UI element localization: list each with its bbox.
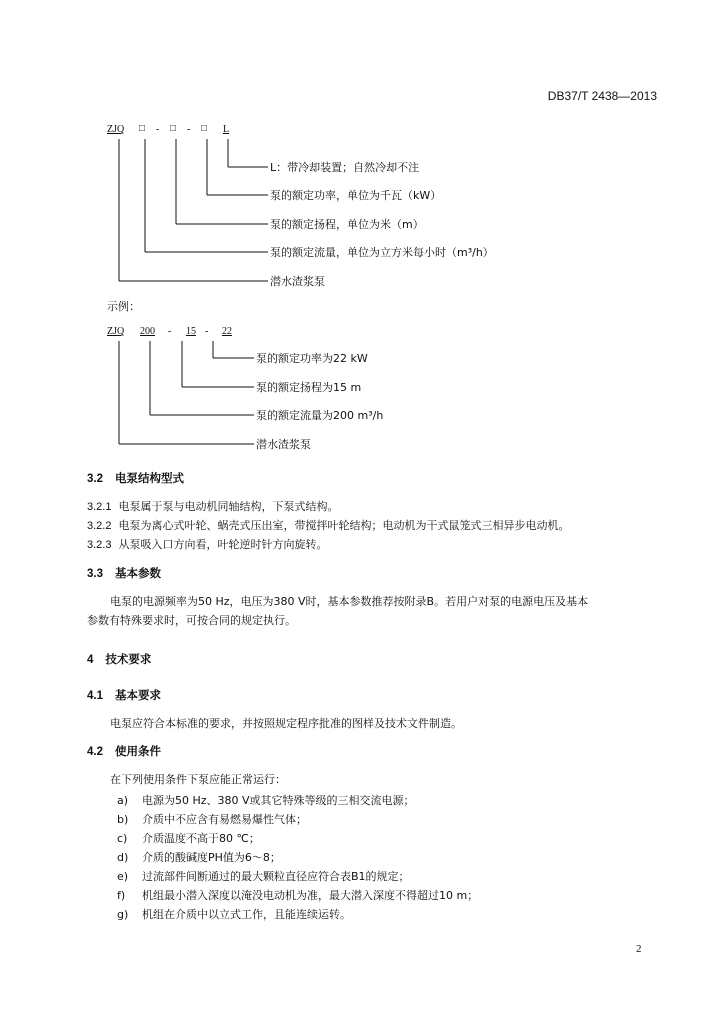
example-label: 泵的额定扬程为15 m	[256, 381, 362, 394]
example-code-head: 15	[186, 326, 196, 337]
clause-3-2-2: 3.2.2 电泵为离心式叶轮、蜗壳式压出室，带搅拌叶轮结构；电动机为干式鼠笼式三相异步电动机。	[87, 519, 570, 532]
diagram-label: L：带冷却装置；自然冷却不注	[270, 161, 420, 174]
list-item: g) 机组在介质中以立式工作，且能连续运转。	[117, 908, 351, 921]
list-item: c) 介质温度不高于80 ℃；	[117, 832, 260, 845]
list-item: b) 介质中不应含有易燃易爆性气体；	[117, 813, 307, 826]
list-item: f) 机组最小潜入深度以淹没电动机为准，最大潜入深度不得超过10 m；	[117, 889, 479, 902]
clause-3-2-3: 3.2.3 从泵吸入口方向看，叶轮逆时针方向旋转。	[87, 538, 328, 551]
example-title: 示例：	[107, 300, 140, 313]
paragraph-4-1: 电泵应符合本标准的要求，并按照规定程序批准的图样及技术文件制造。	[110, 717, 462, 730]
example-code-flow: 200	[140, 326, 155, 337]
diagram-label: 潜水渣浆泵	[270, 275, 325, 288]
model-code-separator: -	[156, 124, 160, 135]
diagram-label: 泵的额定功率，单位为千瓦（kW）	[270, 189, 442, 202]
model-code-box-flow: □	[139, 123, 146, 134]
clause-3-2-1: 3.2.1 电泵属于泵与电动机同轴结构，下泵式结构。	[87, 500, 339, 513]
model-code-box-power: □	[201, 123, 208, 134]
list-item: e) 过流部件间断通过的最大颗粒直径应符合表B1的规定；	[117, 870, 410, 883]
section-heading-3-2: 3.2 电泵结构型式	[87, 471, 185, 485]
example-code-separator: -	[205, 326, 209, 337]
page-number: 2	[636, 943, 642, 955]
paragraph-3-3-line2: 参数有特殊要求时，可按合同的规定执行。	[87, 614, 296, 627]
example-code-prefix: ZJQ	[107, 326, 125, 337]
paragraph-4-2-intro: 在下列使用条件下泵应能正常运行：	[110, 773, 286, 786]
model-code-prefix: ZJQ	[107, 124, 125, 135]
diagram-label: 泵的额定扬程，单位为米（m）	[270, 218, 424, 231]
model-code-separator: -	[187, 124, 191, 135]
example-label: 泵的额定流量为200 m³/h	[256, 409, 384, 422]
model-code-suffix: L	[223, 124, 230, 135]
model-code-box-head: □	[170, 123, 177, 134]
section-heading-3-3: 3.3 基本参数	[87, 566, 162, 580]
example-label: 潜水渣浆泵	[256, 438, 311, 451]
paragraph-3-3-line1: 电泵的电源频率为50 Hz，电压为380 V时，基本参数推荐按附录B。若用户对泵的电源电压及基本	[110, 595, 589, 608]
example-label: 泵的额定功率为22 kW	[256, 352, 368, 365]
example-code-separator: -	[168, 326, 172, 337]
example-code-power: 22	[222, 326, 232, 337]
section-heading-4-1: 4.1 基本要求	[87, 688, 162, 702]
standard-code-header: DB37/T 2438—2013	[547, 89, 657, 103]
diagram-label: 泵的额定流量，单位为立方米每小时（m³/h）	[270, 246, 494, 259]
section-heading-4: 4 技术要求	[87, 652, 152, 666]
section-heading-4-2: 4.2 使用条件	[87, 744, 162, 758]
list-item: d) 介质的酸碱度PH值为6～8；	[117, 851, 281, 864]
list-item: a) 电源为50 Hz、380 V或其它特殊等级的三相交流电源；	[117, 794, 415, 807]
